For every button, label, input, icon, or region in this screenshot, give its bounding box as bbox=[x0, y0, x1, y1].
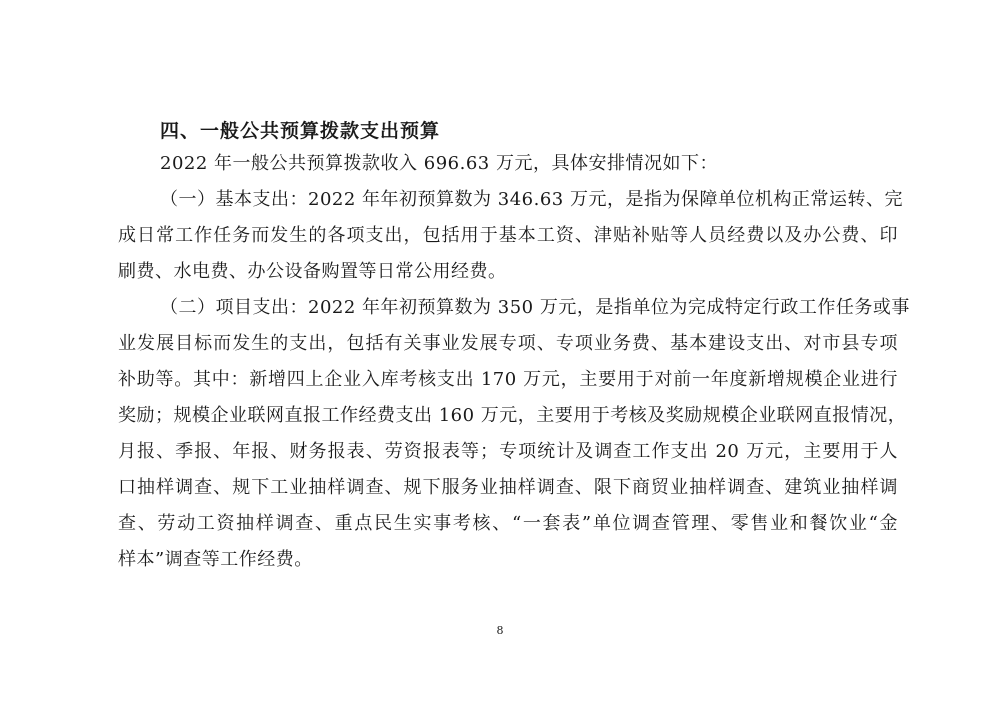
paragraph-line: 刷费、水电费、办公设备购置等日常公用经费。 bbox=[118, 261, 507, 282]
paragraph-line: 2022 年一般公共预算拨款收入 696.63 万元，具体安排情况如下： bbox=[160, 153, 718, 174]
section-heading: 四、一般公共预算拨款支出预算 bbox=[160, 120, 441, 142]
paragraph-line: 业发展目标而发生的支出，包括有关事业发展专项、专项业务费、基本建设支出、对市县专项 bbox=[118, 333, 898, 354]
paragraph-line: 月报、季报、年报、财务报表、劳资报表等；专项统计及调查工作支出 20 万元，主要用于人 bbox=[118, 441, 898, 462]
page-number: 8 bbox=[496, 624, 504, 637]
paragraph-line: 查、劳动工资抽样调查、重点民生实事考核、“一套表”单位调查管理、零售业和餐饮业“金 bbox=[118, 513, 898, 534]
paragraph-line: （二）项目支出：2022 年年初预算数为 350 万元，是指单位为完成特定行政工作任务或事 bbox=[160, 297, 910, 318]
paragraph-line: 补助等。其中：新增四上企业入库考核支出 170 万元，主要用于对前一年度新增规模企业进行 bbox=[118, 369, 898, 390]
paragraph-line: （一）基本支出：2022 年年初预算数为 346.63 万元，是指为保障单位机构正常运转、完 bbox=[160, 189, 903, 210]
paragraph-line: 口抽样调查、规下工业抽样调查、规下服务业抽样调查、限下商贸业抽样调查、建筑业抽样调 bbox=[118, 477, 898, 498]
paragraph-line: 样本”调查等工作经费。 bbox=[118, 549, 313, 570]
paragraph-line: 成日常工作任务而发生的各项支出，包括用于基本工资、津贴补贴等人员经费以及办公费、印 bbox=[118, 225, 898, 246]
paragraph-line: 奖励；规模企业联网直报工作经费支出 160 万元，主要用于考核及奖励规模企业联网直报情况， bbox=[118, 405, 907, 426]
